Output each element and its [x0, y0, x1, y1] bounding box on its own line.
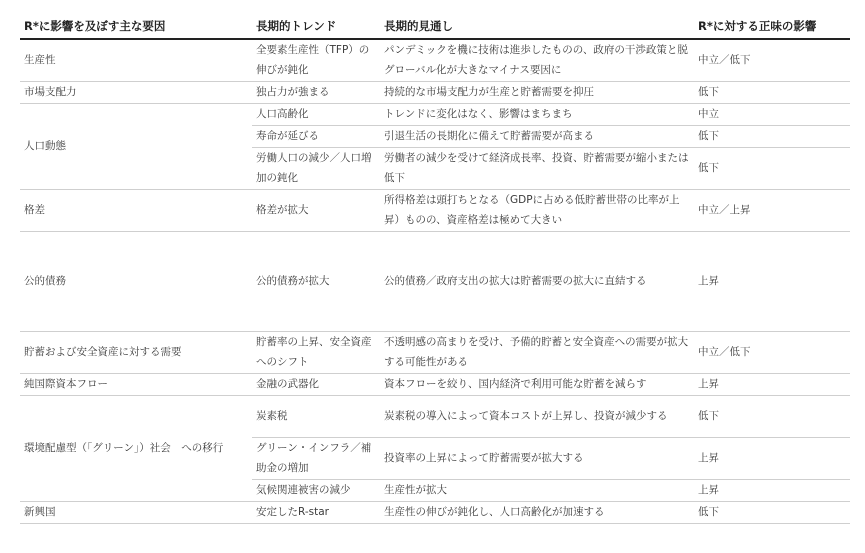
trend-cell: 炭素税 [252, 395, 380, 437]
outlook-cell: 持続的な市場支配力が生産と貯蓄需要を抑圧 [380, 81, 694, 103]
trend-cell: 公的債務が拡大 [252, 231, 380, 331]
header-factor: R*に影響を及ぼす主な要因 [20, 12, 252, 39]
impact-cell: 低下 [694, 395, 850, 437]
impact-cell: 中立／低下 [694, 39, 850, 81]
outlook-cell: 公的債務／政府支出の拡大は貯蓄需要の拡大に直結する [380, 231, 694, 331]
table-row [20, 189, 850, 231]
factor-cell: 生産性 [20, 39, 252, 81]
impact-cell: 低下 [694, 125, 850, 147]
trend-cell: 安定したR-star [252, 501, 380, 523]
header-outlook: 長期的見通し [380, 12, 694, 39]
trend-cell: グリーン・インフラ／補助金の増加 [252, 437, 380, 479]
factor-cell: 純国際資本フロー [20, 373, 252, 395]
impact-cell: 上昇 [694, 437, 850, 479]
impact-cell: 上昇 [694, 231, 850, 331]
table-header-row [20, 12, 850, 39]
table-row [20, 395, 850, 437]
table-row [20, 501, 850, 523]
impact-cell: 中立／低下 [694, 331, 850, 373]
outlook-cell: 労働者の減少を受けて経済成長率、投資、貯蓄需要が縮小または低下 [380, 147, 694, 189]
trend-cell: 独占力が強まる [252, 81, 380, 103]
trend-cell: 貯蓄率の上昇、安全資産へのシフト [252, 331, 380, 373]
trend-cell: 気候関連被害の減少 [252, 479, 380, 501]
table-row [20, 81, 850, 103]
outlook-cell: 引退生活の長期化に備えて貯蓄需要が高まる [380, 125, 694, 147]
factors-table-container [20, 12, 850, 524]
outlook-cell: パンデミックを機に技術は進歩したものの、政府の干渉政策と脱グローバル化が大きなマイナス要因に [380, 39, 694, 81]
factor-cell: 格差 [20, 189, 252, 231]
table-row [20, 373, 850, 395]
outlook-cell: 生産性が拡大 [380, 479, 694, 501]
impact-cell: 上昇 [694, 373, 850, 395]
table-row [20, 331, 850, 373]
trend-cell: 人口高齢化 [252, 103, 380, 125]
outlook-cell: トレンドに変化はなく、影響はまちまち [380, 103, 694, 125]
outlook-cell: 投資率の上昇によって貯蓄需要が拡大する [380, 437, 694, 479]
impact-cell: 低下 [694, 81, 850, 103]
trend-cell: 労働人口の減少／人口増加の鈍化 [252, 147, 380, 189]
impact-cell: 中立／上昇 [694, 189, 850, 231]
outlook-cell: 不透明感の高まりを受け、予備的貯蓄と安全資産への需要が拡大する可能性がある [380, 331, 694, 373]
r-star-factors-table [20, 12, 850, 524]
factor-cell: 貯蓄および安全資産に対する需要 [20, 331, 252, 373]
impact-cell: 低下 [694, 147, 850, 189]
outlook-cell: 資本フローを絞り、国内経済で利用可能な貯蓄を減らす [380, 373, 694, 395]
outlook-cell: 生産性の伸びが鈍化し、人口高齢化が加速する [380, 501, 694, 523]
factor-cell: 市場支配力 [20, 81, 252, 103]
outlook-cell: 所得格差は頭打ちとなる（GDPに占める低貯蓄世帯の比率が上昇）ものの、資産格差は極めて大きい [380, 189, 694, 231]
factor-cell: 環境配慮型（「グリーン」）社会 への移行 [20, 395, 252, 501]
factor-cell: 公的債務 [20, 231, 252, 331]
header-impact: R*に対する正味の影響 [694, 12, 850, 39]
trend-cell: 全要素生産性（TFP）の伸びが鈍化 [252, 39, 380, 81]
trend-cell: 寿命が延びる [252, 125, 380, 147]
trend-cell: 金融の武器化 [252, 373, 380, 395]
table-row [20, 103, 850, 125]
factor-cell: 人口動態 [20, 103, 252, 189]
table-row [20, 39, 850, 81]
table-row [20, 231, 850, 331]
impact-cell: 上昇 [694, 479, 850, 501]
trend-cell: 格差が拡大 [252, 189, 380, 231]
header-trend: 長期的トレンド [252, 12, 380, 39]
outlook-cell: 炭素税の導入によって資本コストが上昇し、投資が減少する [380, 395, 694, 437]
impact-cell: 中立 [694, 103, 850, 125]
impact-cell: 低下 [694, 501, 850, 523]
factor-cell: 新興国 [20, 501, 252, 523]
